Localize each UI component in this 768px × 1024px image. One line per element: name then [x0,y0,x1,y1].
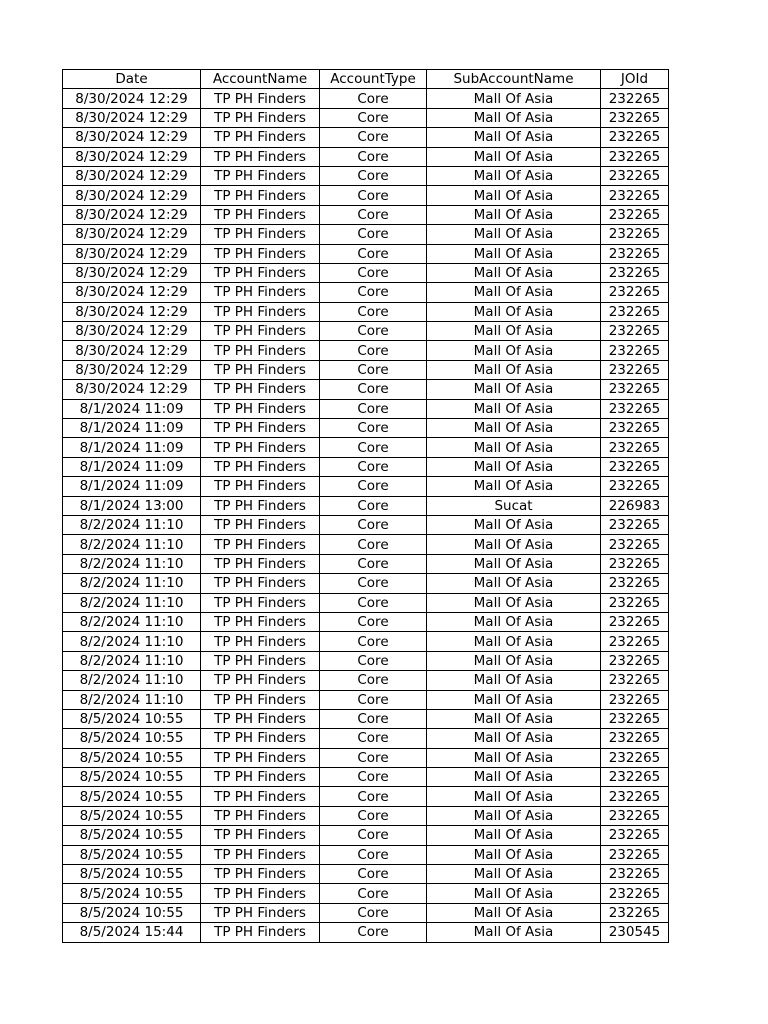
account-type-cell: Core [320,496,427,515]
date-cell: 8/1/2024 11:09 [63,419,201,438]
account-name-cell: TP PH Finders [201,399,320,418]
table-row [63,748,669,767]
date-cell: 8/5/2024 10:55 [63,748,201,767]
account-type-cell: Core [320,89,427,108]
account-name-cell: TP PH Finders [201,108,320,127]
jo-id-cell: 232265 [601,535,669,554]
sub-account-name-cell: Mall Of Asia [427,166,601,185]
jo-id-cell: 232265 [601,903,669,922]
account-type-cell: Core [320,845,427,864]
account-type-cell: Core [320,438,427,457]
account-name-cell: TP PH Finders [201,593,320,612]
date-cell: 8/2/2024 11:10 [63,535,201,554]
account-name-cell: TP PH Finders [201,419,320,438]
date-cell: 8/2/2024 11:10 [63,612,201,631]
date-cell: 8/2/2024 11:10 [63,690,201,709]
account-name-cell: TP PH Finders [201,535,320,554]
jo-id-cell: 232265 [601,399,669,418]
account-name-cell: TP PH Finders [201,865,320,884]
date-cell: 8/2/2024 11:10 [63,593,201,612]
sub-account-name-cell: Mall Of Asia [427,457,601,476]
jo-id-cell: 226983 [601,496,669,515]
date-cell: 8/5/2024 10:55 [63,826,201,845]
account-name-cell: TP PH Finders [201,806,320,825]
sub-account-name-cell: Mall Of Asia [427,419,601,438]
jo-id-cell: 232265 [601,225,669,244]
account-name-cell: TP PH Finders [201,574,320,593]
jo-id-cell: 232265 [601,768,669,787]
sub-account-name-cell: Mall Of Asia [427,186,601,205]
sub-account-name-cell: Mall Of Asia [427,574,601,593]
date-cell: 8/30/2024 12:29 [63,244,201,263]
sub-account-name-cell: Mall Of Asia [427,147,601,166]
date-cell: 8/2/2024 11:10 [63,554,201,573]
date-cell: 8/5/2024 10:55 [63,845,201,864]
jo-id-cell: 232265 [601,128,669,147]
account-type-cell: Core [320,166,427,185]
table-row [63,806,669,825]
sub-account-name-cell: Mall Of Asia [427,903,601,922]
account-type-cell: Core [320,244,427,263]
table-row [63,496,669,515]
sub-account-name-cell: Mall Of Asia [427,729,601,748]
sub-account-name-cell: Mall Of Asia [427,806,601,825]
account-type-cell: Core [320,283,427,302]
account-type-cell: Core [320,128,427,147]
account-name-cell: TP PH Finders [201,690,320,709]
sub-account-name-cell: Mall Of Asia [427,884,601,903]
account-type-cell: Core [320,186,427,205]
date-cell: 8/1/2024 11:09 [63,457,201,476]
table-row [63,865,669,884]
sub-account-name-cell: Mall Of Asia [427,205,601,224]
table-row [63,128,669,147]
jo-id-cell: 232265 [601,477,669,496]
date-cell: 8/5/2024 10:55 [63,709,201,728]
date-cell: 8/30/2024 12:29 [63,283,201,302]
sub-account-name-cell: Mall Of Asia [427,826,601,845]
account-name-cell: TP PH Finders [201,709,320,728]
jo-id-cell: 232265 [601,341,669,360]
table-row [63,612,669,631]
table-row [63,399,669,418]
date-cell: 8/2/2024 11:10 [63,515,201,534]
sub-account-name-cell: Mall Of Asia [427,244,601,263]
jo-id-cell: 232265 [601,515,669,534]
jo-id-cell: 232265 [601,748,669,767]
table-row [63,729,669,748]
account-type-cell: Core [320,768,427,787]
account-name-cell: TP PH Finders [201,748,320,767]
table-row [63,147,669,166]
table-row [63,419,669,438]
account-type-cell: Core [320,554,427,573]
jo-id-cell: 232265 [601,729,669,748]
sub-account-name-cell: Mall Of Asia [427,89,601,108]
account-type-cell: Core [320,147,427,166]
sub-account-name-cell: Mall Of Asia [427,399,601,418]
jo-id-cell: 232265 [601,244,669,263]
date-cell: 8/30/2024 12:29 [63,147,201,166]
account-type-cell: Core [320,263,427,282]
sub-account-name-cell: Mall Of Asia [427,612,601,631]
table-row [63,515,669,534]
date-cell: 8/1/2024 13:00 [63,496,201,515]
table-row [63,341,669,360]
account-name-cell: TP PH Finders [201,147,320,166]
sub-account-name-cell: Mall Of Asia [427,535,601,554]
account-name-cell: TP PH Finders [201,360,320,379]
jo-id-cell: 232265 [601,263,669,282]
account-type-cell: Core [320,535,427,554]
account-name-cell: TP PH Finders [201,341,320,360]
account-name-cell: TP PH Finders [201,205,320,224]
table-row [63,186,669,205]
date-cell: 8/5/2024 10:55 [63,903,201,922]
date-cell: 8/30/2024 12:29 [63,380,201,399]
date-cell: 8/30/2024 12:29 [63,108,201,127]
sub-account-name-cell: Mall Of Asia [427,108,601,127]
account-type-cell: Core [320,380,427,399]
date-cell: 8/5/2024 10:55 [63,865,201,884]
header-sub-account-name: SubAccountName [427,70,601,89]
date-cell: 8/1/2024 11:09 [63,399,201,418]
table-row [63,360,669,379]
jo-id-cell: 232265 [601,865,669,884]
header-jo-id: JOId [601,70,669,89]
account-name-cell: TP PH Finders [201,302,320,321]
sub-account-name-cell: Mall Of Asia [427,360,601,379]
table-row [63,438,669,457]
account-type-cell: Core [320,593,427,612]
account-type-cell: Core [320,574,427,593]
jo-id-cell: 232265 [601,360,669,379]
sub-account-name-cell: Mall Of Asia [427,748,601,767]
sub-account-name-cell: Mall Of Asia [427,438,601,457]
account-type-cell: Core [320,457,427,476]
account-name-cell: TP PH Finders [201,186,320,205]
sub-account-name-cell: Mall Of Asia [427,651,601,670]
jo-id-cell: 232265 [601,166,669,185]
header-account-type: AccountType [320,70,427,89]
account-name-cell: TP PH Finders [201,651,320,670]
account-type-cell: Core [320,806,427,825]
header-account-name: AccountName [201,70,320,89]
account-type-cell: Core [320,787,427,806]
account-name-cell: TP PH Finders [201,787,320,806]
sub-account-name-cell: Mall Of Asia [427,709,601,728]
account-type-cell: Core [320,322,427,341]
sub-account-name-cell: Mall Of Asia [427,283,601,302]
header-row [63,70,669,89]
account-name-cell: TP PH Finders [201,612,320,631]
sub-account-name-cell: Mall Of Asia [427,671,601,690]
date-cell: 8/30/2024 12:29 [63,186,201,205]
table-row [63,225,669,244]
jo-id-cell: 232265 [601,612,669,631]
sub-account-name-cell: Mall Of Asia [427,593,601,612]
table-row [63,923,669,942]
sub-account-name-cell: Mall Of Asia [427,923,601,942]
jo-id-cell: 230545 [601,923,669,942]
date-cell: 8/1/2024 11:09 [63,477,201,496]
account-name-cell: TP PH Finders [201,166,320,185]
account-name-cell: TP PH Finders [201,903,320,922]
date-cell: 8/5/2024 10:55 [63,806,201,825]
table-row [63,826,669,845]
date-cell: 8/30/2024 12:29 [63,341,201,360]
date-cell: 8/30/2024 12:29 [63,89,201,108]
account-name-cell: TP PH Finders [201,826,320,845]
jo-id-cell: 232265 [601,457,669,476]
jo-id-cell: 232265 [601,205,669,224]
account-name-cell: TP PH Finders [201,884,320,903]
account-type-cell: Core [320,360,427,379]
account-name-cell: TP PH Finders [201,283,320,302]
jo-id-cell: 232265 [601,845,669,864]
jo-id-cell: 232265 [601,651,669,670]
table-row [63,244,669,263]
account-name-cell: TP PH Finders [201,380,320,399]
table-row [63,845,669,864]
account-type-cell: Core [320,612,427,631]
jo-id-cell: 232265 [601,186,669,205]
table-row [63,574,669,593]
account-name-cell: TP PH Finders [201,322,320,341]
account-type-cell: Core [320,903,427,922]
jo-id-cell: 232265 [601,380,669,399]
date-cell: 8/5/2024 10:55 [63,729,201,748]
jo-id-cell: 232265 [601,147,669,166]
jo-id-cell: 232265 [601,419,669,438]
account-name-cell: TP PH Finders [201,263,320,282]
sub-account-name-cell: Mall Of Asia [427,845,601,864]
sub-account-name-cell: Mall Of Asia [427,380,601,399]
sub-account-name-cell: Mall Of Asia [427,477,601,496]
account-type-cell: Core [320,205,427,224]
account-type-cell: Core [320,419,427,438]
date-cell: 8/2/2024 11:10 [63,671,201,690]
table-row [63,89,669,108]
jo-id-cell: 232265 [601,709,669,728]
table-row [63,108,669,127]
table-row [63,477,669,496]
account-type-cell: Core [320,341,427,360]
table-row [63,632,669,651]
date-cell: 8/30/2024 12:29 [63,166,201,185]
jo-id-cell: 232265 [601,302,669,321]
date-cell: 8/2/2024 11:10 [63,632,201,651]
jo-id-cell: 232265 [601,554,669,573]
jo-id-cell: 232265 [601,108,669,127]
table-row [63,322,669,341]
account-name-cell: TP PH Finders [201,89,320,108]
date-cell: 8/2/2024 11:10 [63,574,201,593]
account-name-cell: TP PH Finders [201,729,320,748]
table-row [63,593,669,612]
date-cell: 8/30/2024 12:29 [63,225,201,244]
account-name-cell: TP PH Finders [201,554,320,573]
header-date: Date [63,70,201,89]
jo-id-cell: 232265 [601,322,669,341]
jo-id-cell: 232265 [601,632,669,651]
sub-account-name-cell: Mall Of Asia [427,787,601,806]
jo-id-cell: 232265 [601,283,669,302]
sub-account-name-cell: Mall Of Asia [427,302,601,321]
table-row [63,884,669,903]
account-type-cell: Core [320,826,427,845]
account-name-cell: TP PH Finders [201,845,320,864]
account-type-cell: Core [320,108,427,127]
sub-account-name-cell: Mall Of Asia [427,690,601,709]
table-row [63,554,669,573]
account-type-cell: Core [320,632,427,651]
jo-id-cell: 232265 [601,438,669,457]
date-cell: 8/1/2024 11:09 [63,438,201,457]
sub-account-name-cell: Mall Of Asia [427,322,601,341]
account-name-cell: TP PH Finders [201,477,320,496]
table-row [63,787,669,806]
table-body [63,89,669,942]
date-cell: 8/2/2024 11:10 [63,651,201,670]
date-cell: 8/5/2024 10:55 [63,787,201,806]
account-type-cell: Core [320,515,427,534]
account-name-cell: TP PH Finders [201,457,320,476]
account-name-cell: TP PH Finders [201,923,320,942]
table-row [63,457,669,476]
date-cell: 8/30/2024 12:29 [63,360,201,379]
jo-id-cell: 232265 [601,787,669,806]
table-row [63,166,669,185]
table-row [63,302,669,321]
table-row [63,690,669,709]
date-cell: 8/30/2024 12:29 [63,263,201,282]
sub-account-name-cell: Mall Of Asia [427,632,601,651]
table-row [63,380,669,399]
sub-account-name-cell: Mall Of Asia [427,865,601,884]
account-name-cell: TP PH Finders [201,128,320,147]
jo-id-cell: 232265 [601,690,669,709]
sub-account-name-cell: Mall Of Asia [427,225,601,244]
date-cell: 8/5/2024 10:55 [63,884,201,903]
sub-account-name-cell: Mall Of Asia [427,768,601,787]
account-name-cell: TP PH Finders [201,515,320,534]
jo-id-cell: 232265 [601,806,669,825]
date-cell: 8/5/2024 15:44 [63,923,201,942]
sub-account-name-cell: Sucat [427,496,601,515]
account-type-cell: Core [320,748,427,767]
date-cell: 8/30/2024 12:29 [63,322,201,341]
account-type-cell: Core [320,477,427,496]
date-cell: 8/30/2024 12:29 [63,128,201,147]
account-type-cell: Core [320,923,427,942]
account-type-cell: Core [320,671,427,690]
jo-id-cell: 232265 [601,671,669,690]
account-type-cell: Core [320,302,427,321]
account-type-cell: Core [320,865,427,884]
table-row [63,709,669,728]
sub-account-name-cell: Mall Of Asia [427,341,601,360]
table-row [63,651,669,670]
account-name-cell: TP PH Finders [201,225,320,244]
account-type-cell: Core [320,729,427,748]
table-row [63,671,669,690]
jo-id-cell: 232265 [601,884,669,903]
table-row [63,205,669,224]
sub-account-name-cell: Mall Of Asia [427,128,601,147]
sub-account-name-cell: Mall Of Asia [427,515,601,534]
account-name-cell: TP PH Finders [201,438,320,457]
account-type-cell: Core [320,709,427,728]
account-type-cell: Core [320,651,427,670]
account-type-cell: Core [320,690,427,709]
account-name-cell: TP PH Finders [201,244,320,263]
jo-id-cell: 232265 [601,89,669,108]
account-type-cell: Core [320,225,427,244]
jo-id-cell: 232265 [601,593,669,612]
date-cell: 8/5/2024 10:55 [63,768,201,787]
date-cell: 8/30/2024 12:29 [63,205,201,224]
table-row [63,535,669,554]
table-row [63,283,669,302]
account-type-cell: Core [320,884,427,903]
jo-id-cell: 232265 [601,826,669,845]
date-cell: 8/30/2024 12:29 [63,302,201,321]
table-row [63,263,669,282]
account-name-cell: TP PH Finders [201,632,320,651]
account-name-cell: TP PH Finders [201,671,320,690]
data-table [62,69,669,943]
sub-account-name-cell: Mall Of Asia [427,263,601,282]
account-type-cell: Core [320,399,427,418]
sub-account-name-cell: Mall Of Asia [427,554,601,573]
table-row [63,903,669,922]
jo-id-cell: 232265 [601,574,669,593]
account-name-cell: TP PH Finders [201,496,320,515]
table-row [63,768,669,787]
account-name-cell: TP PH Finders [201,768,320,787]
